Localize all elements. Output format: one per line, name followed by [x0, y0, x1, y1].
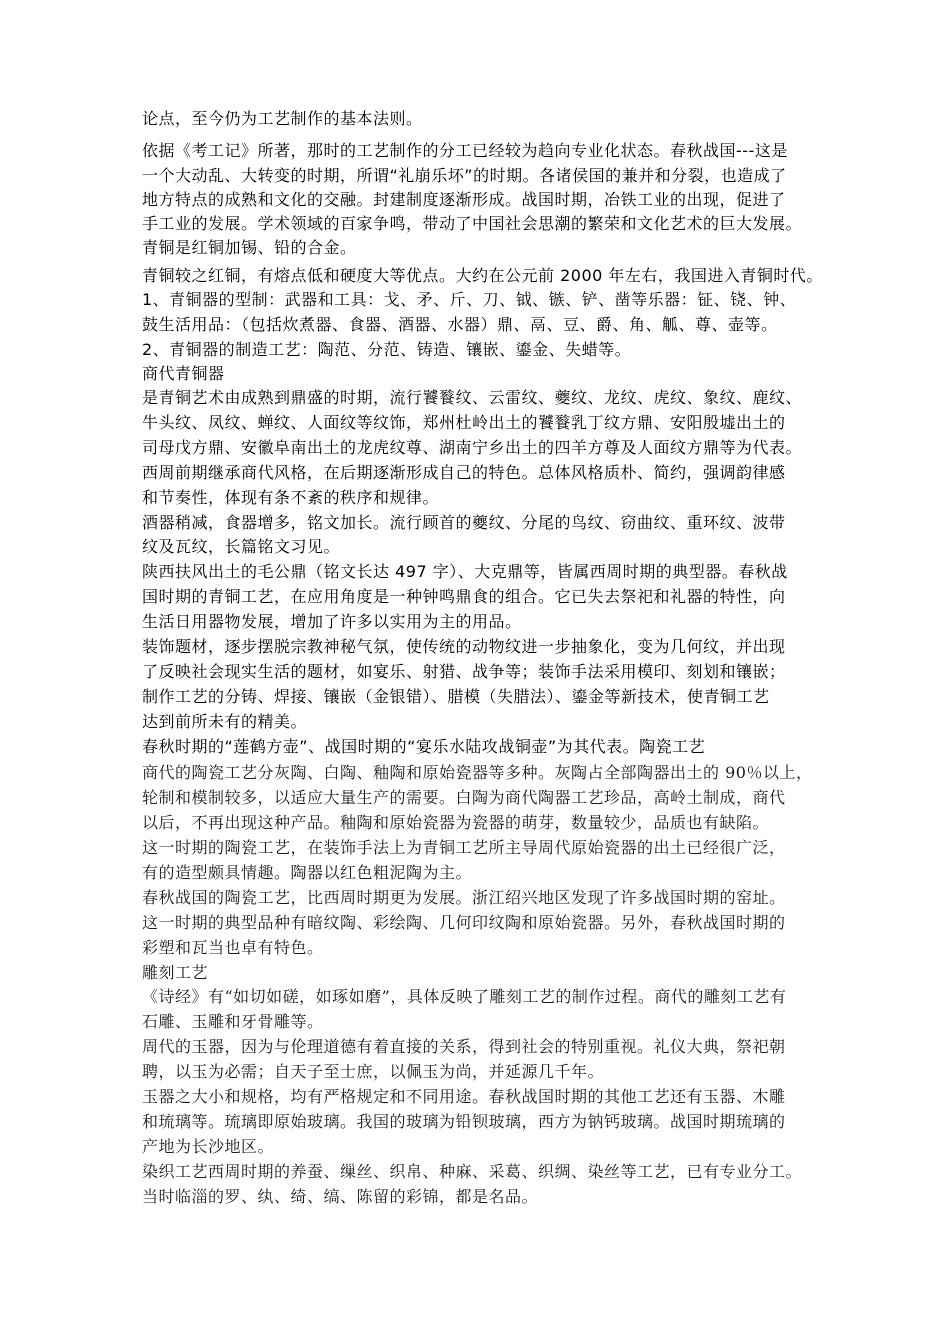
text-line: 以后，不再出现这种产品。釉陶和原始瓷器为瓷器的萌芽，数量较少，品质也有缺陷。 — [142, 813, 770, 832]
text-line: 手工业的发展。学术领域的百家争鸣，带动了中国社会思潮的繁荣和文化艺术的巨大发展。 — [142, 214, 803, 233]
text-line: 制作工艺的分铸、焊接、镶嵌（金银错）、腊模（失腊法）、鎏金等新技术，使青铜工艺 — [142, 687, 770, 706]
text-line: 和节奏性，体现有条不紊的秩序和规律。 — [142, 488, 440, 507]
text-line: 彩塑和瓦当也卓有特色。 — [142, 938, 324, 957]
text-line: 论点，至今仍为工艺制作的基本法则。 — [142, 109, 423, 128]
text-line: 春秋时期的“莲鹤方壶”、战国时期的“宴乐水陆攻战铜壶”为其代表。陶瓷工艺 — [142, 737, 706, 756]
text-line: 一个大动乱、大转变的时期，所谓“礼崩乐坏”的时期。各诸侯国的兼并和分裂，也造成了 — [142, 166, 787, 185]
text-line: 当时临淄的罗、纨、绮、缟、陈留的彩锦，都是名品。 — [142, 1187, 539, 1206]
text-line: 商代的陶瓷工艺分灰陶、白陶、釉陶和原始瓷器等多种。灰陶占全部陶器出土的 90％以上， — [142, 763, 813, 782]
text-line: 了反映社会现实生活的题材，如宴乐、射猎、战争等；装饰手法采用模印、刻划和镶嵌； — [142, 662, 786, 681]
text-line: 国时期的青铜工艺，在应用角度是一种钟鸣鼎食的组合。它已失去祭祀和礼器的特性，向 — [142, 587, 786, 606]
text-line: 轮制和模制较多，以适应大量生产的需要。白陶为商代陶器工艺珍品，高岭土制成，商代 — [142, 788, 786, 807]
text-line: 2、青铜器的制造工艺：陶范、分范、铸造、镶嵌、鎏金、失蜡等。 — [142, 340, 632, 359]
text-line: 聘，以玉为必需；自天子至士庶，以佩玉为尚，并延源几千年。 — [142, 1062, 605, 1081]
text-line: 周代的玉器，因为与伦理道德有着直接的关系，得到社会的特别重视。礼仪大典，祭祀朝 — [142, 1037, 786, 1056]
text-line: 地方特点的成熟和文化的交融。封建制度逐渐形成。战国时期，冶铁工业的出现，促进了 — [142, 190, 786, 209]
text-line: 和琉璃等。琉璃即原始玻璃。我国的玻璃为铅钡玻璃，西方为钠钙玻璃。战国时期琉璃的 — [142, 1112, 786, 1131]
text-line: 有的造型颇具情趣。陶器以红色粗泥陶为主。 — [142, 863, 473, 882]
text-line: 是青铜艺术由成熟到鼎盛的时期，流行饕餮纹、云雷纹、夔纹、龙纹、虎纹、象纹、鹿纹、 — [142, 388, 803, 407]
text-line: 陕西扶风出土的毛公鼎（铭文长达 497 字）、大克鼎等，皆属西周时期的典型器。春秋战 — [142, 562, 788, 581]
text-line: 装饰题材，逐步摆脱宗教神秘气氛，使传统的动物纹进一步抽象化，变为几何纹，并出现 — [142, 637, 786, 656]
text-line: 这一时期的陶瓷工艺，在装饰手法上为青铜工艺所主导周代原始瓷器的出土已经很广泛， — [142, 838, 786, 857]
text-line: 鼓生活用品：（包括炊煮器、食器、酒器、水器）鼎、鬲、豆、爵、角、觚、尊、壶等。 — [142, 315, 778, 334]
text-line: 依据《考工记》所著，那时的工艺制作的分工已经较为趋向专业化状态。春秋战国---这是 — [142, 141, 788, 160]
text-line: 《诗经》有“如切如磋，如琢如磨”，具体反映了雕刻工艺的制作过程。商代的雕刻工艺有 — [142, 987, 787, 1006]
text-line: 玉器之大小和规格，均有严格规定和不同用途。春秋战国时期的其他工艺还有玉器、木雕 — [142, 1087, 786, 1106]
text-line: 青铜是红铜加锡、铅的合金。 — [142, 238, 357, 257]
text-line: 生活日用器物发展，增加了许多以实用为主的用品。 — [142, 612, 522, 631]
text-line: 染织工艺西周时期的养蚕、缫丝、织帛、种麻、采葛、织绸、染丝等工艺，已有专业分工。 — [142, 1162, 803, 1181]
text-line: 春秋战国的陶瓷工艺，比西周时期更为发展。浙江绍兴地区发现了许多战国时期的窑址。 — [142, 888, 786, 907]
text-line: 达到前所未有的精美。 — [142, 712, 308, 731]
text-line: 纹及瓦纹，长篇铭文习见。 — [142, 537, 341, 556]
text-line: 这一时期的典型品种有暗纹陶、彩绘陶、几何印纹陶和原始瓷器。另外，春秋战国时期的 — [142, 913, 786, 932]
text-line: 牛头纹、凤纹、蝉纹、人面纹等纹饰，郑州杜岭出土的饕餮乳丁纹方鼎、安阳殷墟出土的 — [142, 413, 786, 432]
text-line: 司母戊方鼎、安徽阜南出土的龙虎纹尊、湖南宁乡出土的四羊方尊及人面纹方鼎等为代表。 — [142, 438, 803, 457]
text-line: 西周前期继承商代风格，在后期逐渐形成自己的特色。总体风格质朴、简约，强调韵律感 — [142, 463, 786, 482]
text-line: 青铜较之红铜，有熔点低和硬度大等优点。大约在公元前 2000 年左右，我国进入青铜时代。 — [142, 266, 823, 285]
text-line: 石雕、玉雕和牙骨雕等。 — [142, 1012, 324, 1031]
section-heading: 商代青铜器 — [142, 364, 225, 383]
text-line: 产地为长沙地区。 — [142, 1137, 275, 1156]
text-line: 1、青铜器的型制：武器和工具：戈、矛、斤、刀、钺、镞、铲、凿等乐器：钲、铙、钟、 — [142, 290, 797, 309]
text-line: 酒器稍减，食器增多，铭文加长。流行顾首的夔纹、分尾的鸟纹、窃曲纹、重环纹、波带 — [142, 513, 786, 532]
section-heading: 雕刻工艺 — [142, 963, 209, 982]
